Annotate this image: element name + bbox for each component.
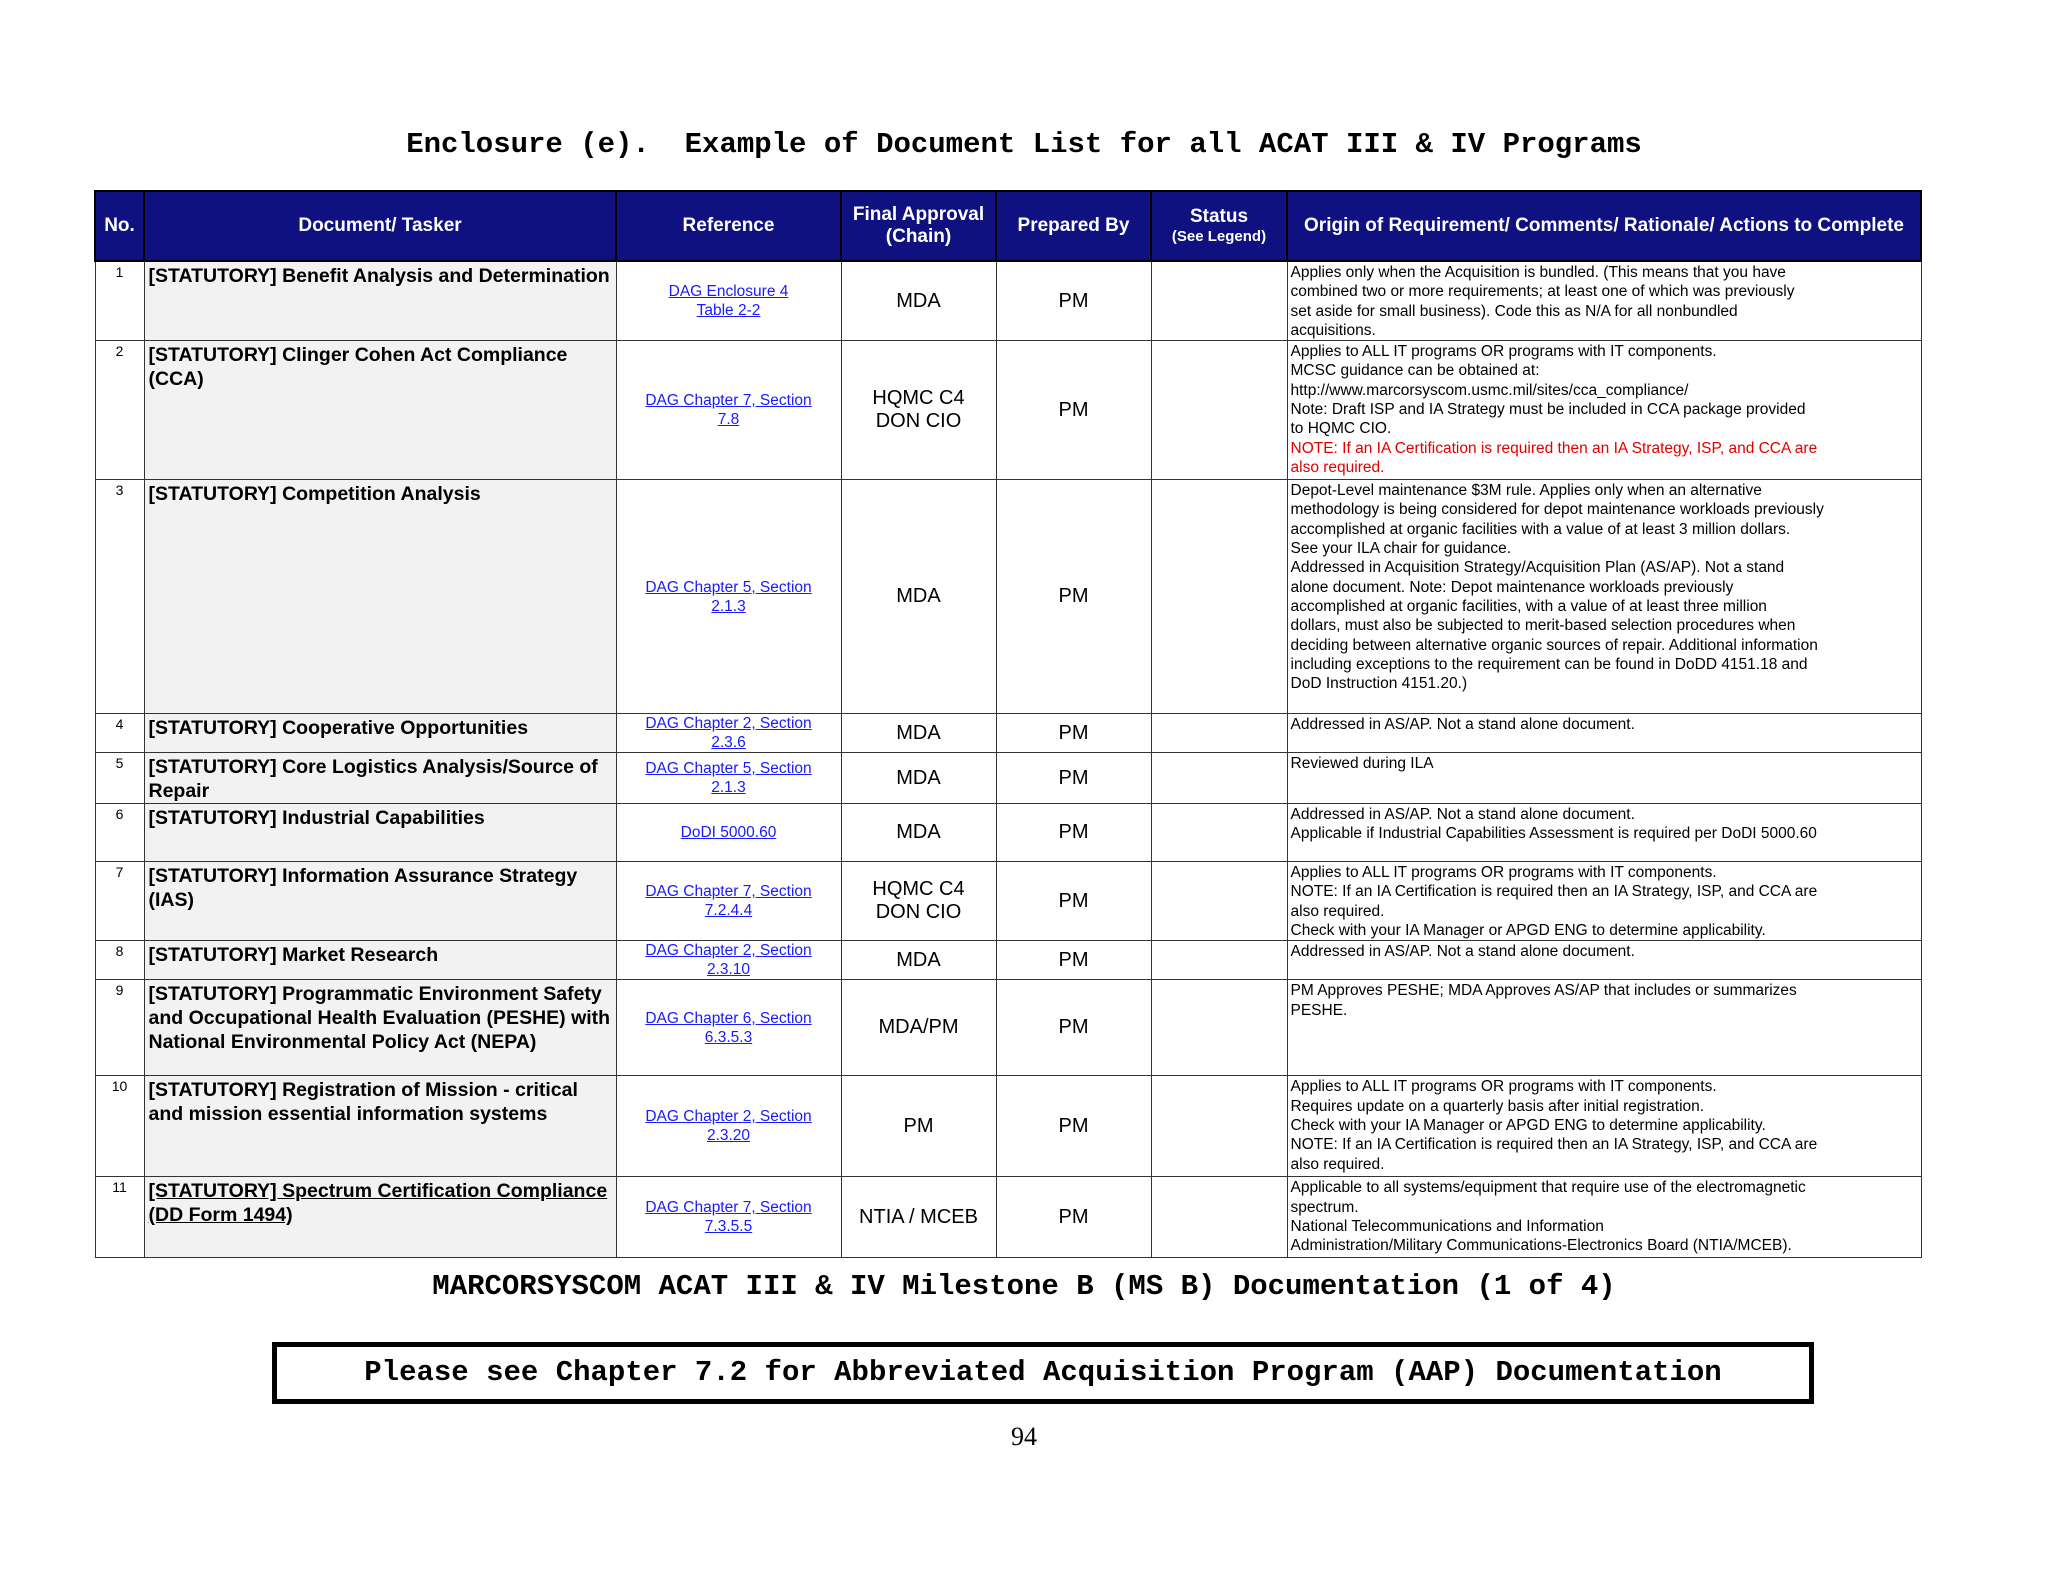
table-row — [95, 341, 1921, 480]
status-cell — [1151, 804, 1287, 862]
final-approval — [841, 862, 996, 941]
prepared-by: PM — [996, 1177, 1151, 1258]
prepared-by: PM — [996, 862, 1151, 941]
comment-line: Check with your IA Manager or APGD ENG to determine applicability. — [1290, 1116, 1766, 1134]
reference-link[interactable]: DAG Enclosure 4 — [668, 283, 789, 301]
final-approval — [841, 804, 996, 862]
prepared-by: PM — [996, 980, 1151, 1076]
comment-line: Depot-Level maintenance $3M rule. Applies only when an alternative — [1290, 482, 1762, 500]
table-row — [95, 714, 1921, 753]
reference-link[interactable]: Table 2-2 — [696, 302, 761, 320]
final-approval-line: MDA — [896, 721, 941, 744]
table-body — [95, 261, 1921, 1258]
reference-cell — [616, 261, 841, 341]
status-cell — [1151, 341, 1287, 480]
reference-link[interactable]: 2.1.3 — [711, 779, 746, 797]
reference-link[interactable]: DoDI 5000.60 — [680, 824, 777, 842]
final-approval-line: HQMC C4 — [872, 387, 965, 410]
table-row — [95, 261, 1921, 341]
reference-link[interactable]: 2.3.10 — [706, 961, 751, 979]
comment-line: Applicable to all systems/equipment that require use of the electromagnetic — [1290, 1179, 1806, 1197]
final-approval-line: MDA — [896, 289, 941, 312]
header-status-legend: (See Legend) — [1171, 228, 1267, 245]
reference-link[interactable]: DAG Chapter 5, Section — [645, 578, 812, 596]
comment-line: http://www.marcorsyscom.usmc.mil/sites/cca_compliance/ — [1290, 381, 1689, 399]
header-prepared-by: Prepared By — [996, 191, 1151, 261]
row-number: 7 — [95, 862, 144, 941]
final-approval-line: HQMC C4 — [872, 878, 965, 901]
header-status-label: Status — [1189, 206, 1249, 227]
comments-cell — [1287, 341, 1921, 480]
comment-line: Requires update on a quarterly basis after initial registration. — [1290, 1097, 1705, 1115]
comments-cell — [1287, 980, 1921, 1076]
final-approval-line: MDA — [896, 948, 941, 971]
document-name-text: [STATUTORY] Core Logistics Analysis/Source of Repair — [148, 756, 598, 803]
final-approval-line: PM — [903, 1114, 934, 1137]
table-row — [95, 804, 1921, 862]
comment-line: to HQMC CIO. — [1290, 420, 1392, 438]
reference-link[interactable]: 7.3.5.5 — [704, 1218, 753, 1236]
reference-cell — [616, 980, 841, 1076]
status-cell — [1151, 980, 1287, 1076]
reference-cell — [616, 714, 841, 753]
milestone-title: MARCORSYSCOM ACAT III & IV Milestone B (MS B) Documentation (1 of 4) — [432, 1270, 1616, 1303]
prepared-by: PM — [996, 261, 1151, 341]
final-approval — [841, 941, 996, 980]
final-approval-line: MDA — [896, 766, 941, 789]
row-number: 11 — [95, 1177, 144, 1258]
final-approval — [841, 1177, 996, 1258]
comment-line: Reviewed during ILA — [1290, 755, 1434, 773]
status-cell — [1151, 862, 1287, 941]
comment-line: combined two or more requirements; at least one of which was previously — [1290, 283, 1795, 301]
page-title: Enclosure (e). Example of Document List for all ACAT III & IV Programs — [406, 128, 1642, 161]
comment-line: Administration/Military Communications-Electronics Board (NTIA/MCEB). — [1290, 1237, 1792, 1255]
status-cell — [1151, 941, 1287, 980]
status-cell — [1151, 1076, 1287, 1177]
final-approval — [841, 341, 996, 480]
final-approval — [841, 480, 996, 714]
comments-cell — [1287, 941, 1921, 980]
reference-cell — [616, 862, 841, 941]
prepared-by: PM — [996, 804, 1151, 862]
reference-link[interactable]: DAG Chapter 2, Section — [645, 715, 812, 733]
comment-line: Note: Draft ISP and IA Strategy must be included in CCA package provided — [1290, 401, 1806, 419]
document-name-text: [STATUTORY] Spectrum Certification Compliance (DD Form 1494) — [148, 1180, 608, 1227]
document-name-text: [STATUTORY] Registration of Mission - critical and mission essential information systems — [148, 1079, 578, 1126]
reference-link[interactable]: DAG Chapter 2, Section — [645, 1108, 812, 1126]
table-row — [95, 941, 1921, 980]
document-name — [144, 862, 616, 941]
reference-cell — [616, 341, 841, 480]
table-row — [95, 1076, 1921, 1177]
header-reference: Reference — [616, 191, 841, 261]
comments-cell — [1287, 1177, 1921, 1258]
prepared-by: PM — [996, 714, 1151, 753]
comment-line: spectrum. — [1290, 1198, 1359, 1216]
header-no: No. — [95, 191, 144, 261]
comment-line: DoD Instruction 4151.20.) — [1290, 675, 1468, 693]
prepared-by: PM — [996, 941, 1151, 980]
final-approval-line: MDA — [896, 585, 941, 608]
reference-link[interactable]: DAG Chapter 7, Section — [645, 392, 812, 410]
reference-link[interactable]: DAG Chapter 7, Section — [645, 1199, 812, 1217]
comment-line: Addressed in AS/AP. Not a stand alone document. — [1290, 716, 1635, 734]
note-box: Please see Chapter 7.2 for Abbreviated Acquisition Program (AAP) Documentation — [272, 1342, 1814, 1404]
table-row — [95, 753, 1921, 804]
row-number: 10 — [95, 1076, 144, 1177]
reference-link[interactable]: 2.3.6 — [711, 734, 746, 752]
comment-line: National Telecommunications and Information — [1290, 1217, 1604, 1235]
comment-line: acquisitions. — [1290, 321, 1376, 339]
reference-cell — [616, 941, 841, 980]
table-row — [95, 480, 1921, 714]
row-number: 5 — [95, 753, 144, 804]
prepared-by: PM — [996, 1076, 1151, 1177]
comments-cell — [1287, 862, 1921, 941]
reference-cell — [616, 480, 841, 714]
status-cell — [1151, 261, 1287, 341]
comments-cell — [1287, 261, 1921, 341]
row-number: 9 — [95, 980, 144, 1076]
comment-line: NOTE: If an IA Certification is required then an IA Strategy, ISP, and CCA are — [1290, 883, 1818, 901]
comment-line: accomplished at organic facilities, with a value of at least three million — [1290, 597, 1767, 615]
document-name — [144, 753, 616, 804]
table-header-row — [95, 191, 1921, 261]
reference-link[interactable]: DAG Chapter 5, Section — [645, 760, 812, 778]
comment-line: dollars, must also be subjected to merit-based selection procedures when — [1290, 617, 1796, 635]
comments-cell — [1287, 804, 1921, 862]
comment-line: MCSC guidance can be obtained at: — [1290, 362, 1540, 380]
document-name — [144, 941, 616, 980]
comment-line: Applies to ALL IT programs OR programs with IT components. — [1290, 343, 1717, 361]
row-number: 6 — [95, 804, 144, 862]
comment-line: also required. — [1290, 1155, 1385, 1173]
table-row — [95, 980, 1921, 1076]
reference-link[interactable]: DAG Chapter 6, Section — [645, 1009, 812, 1027]
document-name — [144, 1076, 616, 1177]
comment-line: also required. — [1290, 902, 1385, 920]
final-approval — [841, 1076, 996, 1177]
document-name-text: [STATUTORY] Clinger Cohen Act Compliance (CCA) — [148, 344, 568, 391]
final-approval — [841, 261, 996, 341]
document-name — [144, 714, 616, 753]
status-cell — [1151, 753, 1287, 804]
document-list-table — [94, 190, 1922, 1258]
final-approval — [841, 714, 996, 753]
document-name-text: [STATUTORY] Information Assurance Strategy (IAS) — [148, 865, 578, 912]
comments-cell — [1287, 1076, 1921, 1177]
final-approval-line: MDA — [896, 821, 941, 844]
comment-line: NOTE: If an IA Certification is required then an IA Strategy, ISP, and CCA are — [1290, 439, 1818, 457]
row-number: 4 — [95, 714, 144, 753]
row-number: 1 — [95, 261, 144, 341]
document-name-text: [STATUTORY] Benefit Analysis and Determination — [148, 265, 610, 287]
document-name-text: [STATUTORY] Cooperative Opportunities — [148, 717, 529, 740]
comment-line: Applicable if Industrial Capabilities Assessment is required per DoDI 5000.60 — [1290, 825, 1817, 843]
reference-link[interactable]: DAG Chapter 2, Section — [645, 942, 812, 960]
reference-cell — [616, 1076, 841, 1177]
final-approval-line: NTIA / MCEB — [859, 1205, 978, 1228]
document-name — [144, 980, 616, 1076]
comment-line: accomplished at organic facilities with a value of at least 3 million dollars. — [1290, 520, 1791, 538]
reference-cell — [616, 804, 841, 862]
comment-line: Check with your IA Manager or APGD ENG to determine applicability. — [1290, 922, 1766, 940]
final-approval — [841, 753, 996, 804]
reference-link[interactable]: 2.1.3 — [711, 597, 746, 615]
document-name — [144, 1177, 616, 1258]
document-name-text: [STATUTORY] Industrial Capabilities — [148, 807, 485, 830]
comments-cell — [1287, 753, 1921, 804]
document-name — [144, 341, 616, 480]
comments-cell — [1287, 714, 1921, 753]
comments-cell — [1287, 480, 1921, 714]
comment-line: deciding between alternative organic sources of repair. Additional information — [1290, 636, 1818, 654]
comment-line: Addressed in AS/AP. Not a stand alone document. — [1290, 806, 1635, 824]
comment-line: set aside for small business). Code this as N/A for all nonbundled — [1290, 302, 1738, 320]
comment-line: alone document. Note: Depot maintenance workloads previously — [1290, 578, 1734, 596]
final-approval-line: MDA/PM — [878, 1016, 959, 1039]
comment-line: including exceptions to the requirement can be found in DoDD 4151.18 and — [1290, 655, 1808, 673]
document-name-text: [STATUTORY] Programmatic Environment Safety and Occupational Health Evaluation (PESHE) with National Environmental Policy Act (NEPA) — [148, 983, 611, 1054]
prepared-by: PM — [996, 480, 1151, 714]
final-approval — [841, 980, 996, 1076]
reference-link[interactable]: 6.3.5.3 — [704, 1028, 753, 1046]
row-number: 3 — [95, 480, 144, 714]
document-name-text: [STATUTORY] Competition Analysis — [148, 483, 481, 506]
header-document: Document/ Tasker — [144, 191, 616, 261]
table-row — [95, 1177, 1921, 1258]
document-name-text: [STATUTORY] Market Research — [148, 944, 439, 967]
reference-link[interactable]: 7.2.4.4 — [704, 902, 753, 920]
prepared-by: PM — [996, 341, 1151, 480]
comment-line: Applies to ALL IT programs OR programs with IT components. — [1290, 864, 1717, 882]
comment-line: Applies only when the Acquisition is bundled. (This means that you have — [1290, 264, 1786, 281]
document-name — [144, 480, 616, 714]
status-cell — [1151, 480, 1287, 714]
header-origin: Origin of Requirement/ Comments/ Rationale/ Actions to Complete — [1287, 191, 1921, 261]
reference-link[interactable]: DAG Chapter 7, Section — [645, 883, 812, 901]
table-row — [95, 862, 1921, 941]
page-number: 94 — [1011, 1422, 1037, 1451]
comment-line: See your ILA chair for guidance. — [1290, 540, 1512, 558]
reference-cell — [616, 1177, 841, 1258]
comment-line: methodology is being considered for depot maintenance workloads previously — [1290, 501, 1824, 519]
comment-line: PESHE. — [1290, 1001, 1348, 1019]
reference-cell — [616, 753, 841, 804]
comment-line: also required. — [1290, 458, 1385, 476]
reference-link[interactable]: 2.3.20 — [706, 1127, 751, 1145]
comment-line: NOTE: If an IA Certification is required then an IA Strategy, ISP, and CCA are — [1290, 1136, 1818, 1154]
reference-link[interactable]: 7.8 — [717, 411, 740, 429]
comment-line: PM Approves PESHE; MDA Approves AS/AP that includes or summarizes — [1290, 982, 1797, 1000]
row-number: 2 — [95, 341, 144, 480]
header-approval: Final Approval (Chain) — [841, 191, 996, 261]
final-approval-line: DON CIO — [875, 410, 962, 433]
document-name — [144, 261, 616, 341]
row-number: 8 — [95, 941, 144, 980]
header-status — [1151, 191, 1287, 261]
status-cell — [1151, 714, 1287, 753]
status-cell — [1151, 1177, 1287, 1258]
document-name — [144, 804, 616, 862]
final-approval-line: DON CIO — [875, 901, 962, 924]
comment-line: Addressed in AS/AP. Not a stand alone document. — [1290, 943, 1635, 961]
comment-line: Addressed in Acquisition Strategy/Acquisition Plan (AS/AP). Not a stand — [1290, 559, 1785, 577]
comment-line: Applies to ALL IT programs OR programs with IT components. — [1290, 1078, 1717, 1096]
prepared-by: PM — [996, 753, 1151, 804]
